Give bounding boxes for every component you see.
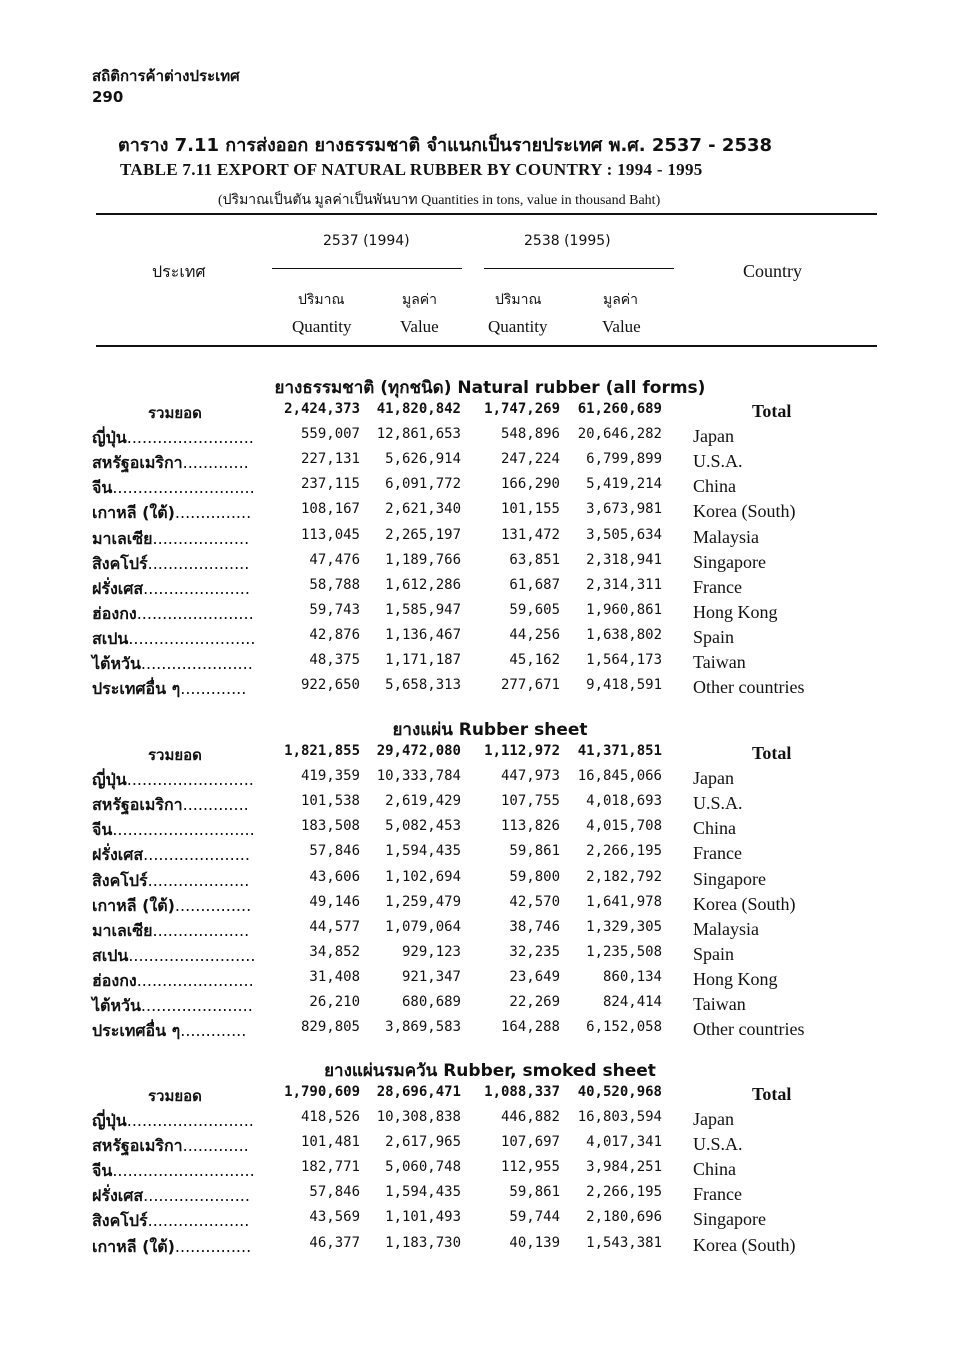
leader-dots: ............................ (112, 478, 255, 497)
value-1994: 1,102,694 (385, 869, 461, 885)
leader-dots: ............. (182, 453, 249, 472)
country-name-th (92, 602, 254, 627)
country-name-th (92, 944, 255, 969)
value-1995: 9,418,591 (586, 677, 662, 693)
quantity-1995: 101,155 (500, 501, 560, 517)
value-1994: 680,689 (401, 994, 461, 1010)
total-quantity-1994: 1,790,609 (284, 1084, 360, 1100)
quantity-1995: 164,288 (500, 1019, 560, 1035)
table-row (0, 552, 966, 577)
value-1995: 2,182,792 (586, 869, 662, 885)
column-header-value-th-2: มูลค่า (603, 292, 639, 308)
country-name-en: Malaysia (693, 919, 759, 939)
country-name-th (92, 476, 255, 501)
value-1994: 5,060,748 (385, 1159, 461, 1175)
country-name-th-text: เกาหลี (ใต้) (92, 503, 175, 522)
value-1994: 1,079,064 (385, 919, 461, 935)
value-1994: 3,869,583 (385, 1019, 461, 1035)
table-row (0, 1184, 966, 1209)
country-name-th-text: ไต้หวัน (92, 654, 141, 673)
quantity-1995: 22,269 (509, 994, 560, 1010)
country-name-th-text: ฮ่องกง (92, 604, 137, 623)
leader-dots: ......................... (128, 946, 256, 965)
table-row (0, 501, 966, 526)
quantity-1995: 166,290 (500, 476, 560, 492)
country-name-th-text: ฮ่องกง (92, 971, 137, 990)
quantity-1995: 247,224 (500, 451, 560, 467)
total-label-en: Total (752, 743, 792, 763)
quantity-1995: 40,139 (509, 1235, 560, 1251)
quantity-1994: 101,481 (300, 1134, 360, 1150)
quantity-1995: 59,861 (509, 1184, 560, 1200)
quantity-1995: 446,882 (500, 1109, 560, 1125)
country-name-en: China (693, 1159, 736, 1179)
value-1995: 5,419,214 (586, 476, 662, 492)
country-name-th (92, 894, 251, 919)
value-1994: 12,861,653 (376, 426, 461, 442)
leader-dots: ......................... (126, 1111, 254, 1130)
quantity-1994: 43,569 (309, 1209, 360, 1225)
value-1994: 921,347 (401, 969, 461, 985)
total-quantity-1995: 1,088,337 (484, 1084, 560, 1100)
country-name-en: Japan (693, 426, 734, 446)
quantity-1994: 182,771 (300, 1159, 360, 1175)
leader-dots: .................... (147, 554, 250, 573)
value-1995: 1,638,802 (586, 627, 662, 643)
country-name-en: Japan (693, 1109, 734, 1129)
quantity-1995: 38,746 (509, 919, 560, 935)
leader-dots: ................... (152, 529, 250, 548)
country-name-th (92, 577, 250, 602)
leader-dots: ....................... (136, 971, 254, 990)
value-1995: 4,015,708 (586, 818, 662, 834)
value-1994: 1,585,947 (385, 602, 461, 618)
leader-dots: ............... (174, 896, 252, 915)
value-1995: 16,803,594 (577, 1109, 662, 1125)
total-value-1995: 61,260,689 (577, 401, 662, 417)
leader-dots: ......................... (126, 770, 254, 789)
value-1994: 10,333,784 (376, 768, 461, 784)
quantity-1994: 44,577 (309, 919, 360, 935)
country-name-th (92, 919, 249, 944)
total-quantity-1995: 1,747,269 (484, 401, 560, 417)
table-row (0, 652, 966, 677)
country-name-th-text: ฝรั่งเศส (92, 579, 144, 598)
value-1994: 1,612,286 (385, 577, 461, 593)
quantity-1995: 447,973 (500, 768, 560, 784)
quantity-1995: 59,800 (509, 869, 560, 885)
value-1994: 2,617,965 (385, 1134, 461, 1150)
country-name-th (92, 1134, 249, 1159)
leader-dots: ................... (152, 921, 250, 940)
leader-dots: ......................... (126, 428, 254, 447)
value-1995: 1,564,173 (586, 652, 662, 668)
country-name-th (92, 1209, 249, 1234)
table-row (0, 843, 966, 868)
total-row (0, 743, 966, 768)
leader-dots: ..................... (143, 1186, 250, 1205)
country-name-en: Spain (693, 944, 735, 964)
country-name-th-text: ประเทศอื่น ๆ (92, 1021, 181, 1040)
quantity-1994: 922,650 (300, 677, 360, 693)
value-1994: 1,136,467 (385, 627, 461, 643)
value-1995: 2,266,195 (586, 1184, 662, 1200)
value-1994: 1,594,435 (385, 843, 461, 859)
column-header-quantity-en-1: Quantity (292, 317, 352, 336)
value-1995: 2,180,696 (586, 1209, 662, 1225)
quantity-1994: 419,359 (300, 768, 360, 784)
country-name-th-text: สหรัฐอเมริกา (92, 795, 183, 814)
quantity-1995: 59,605 (509, 602, 560, 618)
table-row (0, 426, 966, 451)
total-value-1995: 40,520,968 (577, 1084, 662, 1100)
leader-dots: ..................... (143, 845, 250, 864)
country-name-en: Taiwan (693, 994, 746, 1014)
country-name-th-text: ฝรั่งเศส (92, 845, 144, 864)
total-value-1995: 41,371,851 (577, 743, 662, 759)
table-row (0, 577, 966, 602)
quantity-1995: 59,861 (509, 843, 560, 859)
value-1994: 2,619,429 (385, 793, 461, 809)
country-name-en: Hong Kong (693, 969, 778, 989)
country-name-th-text: ฝรั่งเศส (92, 1186, 144, 1205)
section-title: ยางธรรมชาติ (ทุกชนิด) Natural rubber (all forms) (274, 378, 706, 398)
table-row (0, 527, 966, 552)
country-name-en: Korea (South) (693, 1235, 796, 1255)
total-quantity-1994: 1,821,855 (284, 743, 360, 759)
table-row (0, 818, 966, 843)
quantity-1994: 57,846 (309, 843, 360, 859)
value-1994: 2,621,340 (385, 501, 461, 517)
value-1994: 1,189,766 (385, 552, 461, 568)
country-name-en: Spain (693, 627, 735, 647)
value-1995: 2,314,311 (586, 577, 662, 593)
country-name-th-text: มาเลเซีย (92, 529, 153, 548)
value-1995: 4,017,341 (586, 1134, 662, 1150)
table-row (0, 768, 966, 793)
value-1994: 929,123 (401, 944, 461, 960)
quantity-1994: 58,788 (309, 577, 360, 593)
country-name-th-text: สเปน (92, 946, 129, 965)
quantity-1994: 49,146 (309, 894, 360, 910)
country-name-en: Singapore (693, 1209, 766, 1229)
column-header-quantity-th-1: ปริมาณ (298, 292, 345, 308)
quantity-1994: 46,377 (309, 1235, 360, 1251)
country-name-th-text: เกาหลี (ใต้) (92, 1237, 175, 1256)
quantity-1994: 829,805 (300, 1019, 360, 1035)
table-row (0, 1134, 966, 1159)
quantity-1995: 32,235 (509, 944, 560, 960)
country-name-th-text: ญี่ปุ่น (92, 428, 127, 447)
leader-dots: ...................... (140, 996, 253, 1015)
table-row (0, 969, 966, 994)
section-title: ยางแผ่น Rubber sheet (392, 720, 588, 740)
leader-dots: ............. (182, 795, 249, 814)
total-label-en: Total (752, 1084, 792, 1104)
country-name-th (92, 793, 249, 818)
total-quantity-1995: 1,112,972 (484, 743, 560, 759)
column-header-value-th-1: มูลค่า (402, 292, 438, 308)
table-row (0, 677, 966, 702)
quantity-1994: 227,131 (300, 451, 360, 467)
table-row (0, 1159, 966, 1184)
country-name-en: China (693, 818, 736, 838)
country-name-th (92, 426, 254, 451)
value-1994: 1,259,479 (385, 894, 461, 910)
leader-dots: .................... (147, 871, 250, 890)
section-title: ยางแผ่นรมควัน Rubber, smoked sheet (324, 1061, 656, 1081)
total-label-th: รวมยอด (148, 1087, 202, 1105)
table-row (0, 1209, 966, 1234)
country-name-th-text: จีน (92, 1161, 113, 1180)
column-header-year2: 2538 (1995) (524, 233, 611, 249)
value-1994: 5,082,453 (385, 818, 461, 834)
value-1995: 20,646,282 (577, 426, 662, 442)
leader-dots: ..................... (143, 579, 250, 598)
value-1995: 1,329,305 (586, 919, 662, 935)
country-name-th-text: เกาหลี (ใต้) (92, 896, 175, 915)
value-1995: 6,152,058 (586, 1019, 662, 1035)
value-1995: 4,018,693 (586, 793, 662, 809)
country-name-en: China (693, 476, 736, 496)
country-name-th-text: จีน (92, 820, 113, 839)
quantity-1995: 44,256 (509, 627, 560, 643)
value-1994: 1,183,730 (385, 1235, 461, 1251)
value-1994: 6,091,772 (385, 476, 461, 492)
column-header-country-en: Country (743, 261, 803, 281)
table-row (0, 476, 966, 501)
country-name-th (92, 552, 249, 577)
quantity-1995: 277,671 (500, 677, 560, 693)
country-name-en: France (693, 843, 742, 863)
total-label-en: Total (752, 401, 792, 421)
country-name-th (92, 869, 249, 894)
leader-dots: ............................ (112, 820, 255, 839)
country-name-th-text: ประเทศอื่น ๆ (92, 679, 181, 698)
leader-dots: ............. (180, 1021, 247, 1040)
total-label-th: รวมยอด (148, 746, 202, 764)
country-name-en: Malaysia (693, 527, 759, 547)
value-1995: 2,266,195 (586, 843, 662, 859)
country-name-en: Singapore (693, 869, 766, 889)
quantity-1994: 59,743 (309, 602, 360, 618)
table-row (0, 602, 966, 627)
country-name-th-text: สิงคโปร์ (92, 871, 148, 890)
quantity-1994: 34,852 (309, 944, 360, 960)
country-name-th (92, 1235, 251, 1260)
country-name-th-text: สหรัฐอเมริกา (92, 453, 183, 472)
total-row (0, 1084, 966, 1109)
total-value-1994: 41,820,842 (376, 401, 461, 417)
country-name-th-text: ญี่ปุ่น (92, 1111, 127, 1130)
value-1994: 1,171,187 (385, 652, 461, 668)
country-name-th-text: ญี่ปุ่น (92, 770, 127, 789)
year1-underline (272, 268, 462, 269)
value-1994: 10,308,838 (376, 1109, 461, 1125)
table-units-note: (ปริมาณเป็นตัน มูลค่าเป็นพันบาท Quantities in tons, value in thousand Baht) (218, 193, 661, 208)
country-name-th (92, 1184, 250, 1209)
country-name-en: U.S.A. (693, 1134, 743, 1154)
table-title-thai: ตาราง 7.11 การส่งออก ยางธรรมชาติ จำแนกเป็นรายประเทศ พ.ศ. 2537 - 2538 (118, 135, 773, 156)
table-row (0, 994, 966, 1019)
leader-dots: .................... (147, 1211, 250, 1230)
table-header-bottom-rule (96, 345, 877, 347)
quantity-1994: 47,476 (309, 552, 360, 568)
country-name-en: Korea (South) (693, 894, 796, 914)
country-name-th (92, 451, 249, 476)
country-name-en: Singapore (693, 552, 766, 572)
quantity-1995: 548,896 (500, 426, 560, 442)
value-1994: 5,658,313 (385, 677, 461, 693)
country-name-th (92, 843, 250, 868)
country-name-en: France (693, 577, 742, 597)
quantity-1994: 418,526 (300, 1109, 360, 1125)
quantity-1995: 131,472 (500, 527, 560, 543)
value-1995: 3,505,634 (586, 527, 662, 543)
leader-dots: ............. (182, 1136, 249, 1155)
column-header-value-en-2: Value (602, 317, 641, 336)
country-name-th (92, 994, 253, 1019)
quantity-1994: 31,408 (309, 969, 360, 985)
value-1995: 3,984,251 (586, 1159, 662, 1175)
country-name-th-text: มาเลเซีย (92, 921, 153, 940)
value-1995: 824,414 (602, 994, 662, 1010)
column-header-quantity-en-2: Quantity (488, 317, 548, 336)
quantity-1994: 559,007 (300, 426, 360, 442)
quantity-1995: 23,649 (509, 969, 560, 985)
quantity-1994: 48,375 (309, 652, 360, 668)
quantity-1995: 61,687 (509, 577, 560, 593)
total-value-1994: 29,472,080 (376, 743, 461, 759)
quantity-1995: 112,955 (500, 1159, 560, 1175)
value-1995: 16,845,066 (577, 768, 662, 784)
quantity-1995: 107,755 (500, 793, 560, 809)
column-header-country-th: ประเทศ (152, 262, 206, 281)
value-1994: 5,626,914 (385, 451, 461, 467)
quantity-1995: 107,697 (500, 1134, 560, 1150)
value-1995: 3,673,981 (586, 501, 662, 517)
quantity-1994: 43,606 (309, 869, 360, 885)
table-row (0, 451, 966, 476)
value-1995: 1,235,508 (586, 944, 662, 960)
country-name-en: Japan (693, 768, 734, 788)
leader-dots: ............................ (112, 1161, 255, 1180)
leader-dots: ............... (174, 503, 252, 522)
table-row (0, 627, 966, 652)
quantity-1994: 237,115 (300, 476, 360, 492)
leader-dots: ...................... (140, 654, 253, 673)
quantity-1995: 59,744 (509, 1209, 560, 1225)
country-name-en: Hong Kong (693, 602, 778, 622)
country-name-th-text: จีน (92, 478, 113, 497)
country-name-en: Korea (South) (693, 501, 796, 521)
country-name-th (92, 652, 253, 677)
table-row (0, 894, 966, 919)
value-1995: 2,318,941 (586, 552, 662, 568)
quantity-1994: 183,508 (300, 818, 360, 834)
total-value-1994: 28,696,471 (376, 1084, 461, 1100)
book-title: สถิติการค้าต่างประเทศ (92, 67, 240, 85)
page-number: 290 (92, 88, 124, 106)
country-name-th (92, 818, 255, 843)
table-row (0, 919, 966, 944)
leader-dots: ....................... (136, 604, 254, 623)
table-row (0, 1019, 966, 1044)
year2-underline (484, 268, 674, 269)
country-name-en: Taiwan (693, 652, 746, 672)
value-1995: 1,543,381 (586, 1235, 662, 1251)
table-row (0, 1235, 966, 1260)
country-name-en: U.S.A. (693, 451, 743, 471)
total-quantity-1994: 2,424,373 (284, 401, 360, 417)
table-title-english: TABLE 7.11 EXPORT OF NATURAL RUBBER BY COUNTRY : 1994 - 1995 (120, 160, 703, 179)
value-1994: 1,594,435 (385, 1184, 461, 1200)
country-name-th-text: สิงคโปร์ (92, 1211, 148, 1230)
leader-dots: ............... (174, 1237, 252, 1256)
country-name-en: Other countries (693, 677, 805, 697)
quantity-1994: 113,045 (300, 527, 360, 543)
table-row (0, 944, 966, 969)
quantity-1995: 113,826 (500, 818, 560, 834)
table-row (0, 1109, 966, 1134)
value-1995: 860,134 (602, 969, 662, 985)
value-1995: 1,641,978 (586, 894, 662, 910)
column-header-quantity-th-2: ปริมาณ (495, 292, 542, 308)
table-top-rule (96, 213, 877, 215)
country-name-th (92, 677, 246, 702)
column-header-value-en-1: Value (400, 317, 439, 336)
leader-dots: ............. (180, 679, 247, 698)
country-name-en: France (693, 1184, 742, 1204)
country-name-th (92, 768, 254, 793)
country-name-th-text: สเปน (92, 629, 129, 648)
column-header-year1: 2537 (1994) (323, 233, 410, 249)
country-name-th (92, 501, 251, 526)
country-name-en: Other countries (693, 1019, 805, 1039)
quantity-1995: 42,570 (509, 894, 560, 910)
table-row (0, 869, 966, 894)
total-label-th: รวมยอด (148, 404, 202, 422)
country-name-th (92, 627, 255, 652)
value-1994: 2,265,197 (385, 527, 461, 543)
country-name-th-text: สิงคโปร์ (92, 554, 148, 573)
quantity-1994: 108,167 (300, 501, 360, 517)
leader-dots: ......................... (128, 629, 256, 648)
quantity-1994: 42,876 (309, 627, 360, 643)
country-name-th (92, 527, 249, 552)
country-name-th (92, 1019, 246, 1044)
country-name-th (92, 969, 254, 994)
quantity-1994: 57,846 (309, 1184, 360, 1200)
quantity-1994: 101,538 (300, 793, 360, 809)
value-1995: 6,799,899 (586, 451, 662, 467)
country-name-th (92, 1109, 254, 1134)
country-name-th (92, 1159, 255, 1184)
country-name-th-text: ไต้หวัน (92, 996, 141, 1015)
quantity-1995: 63,851 (509, 552, 560, 568)
value-1995: 1,960,861 (586, 602, 662, 618)
quantity-1994: 26,210 (309, 994, 360, 1010)
quantity-1995: 45,162 (509, 652, 560, 668)
table-row (0, 793, 966, 818)
value-1994: 1,101,493 (385, 1209, 461, 1225)
total-row (0, 401, 966, 426)
country-name-th-text: สหรัฐอเมริกา (92, 1136, 183, 1155)
country-name-en: U.S.A. (693, 793, 743, 813)
